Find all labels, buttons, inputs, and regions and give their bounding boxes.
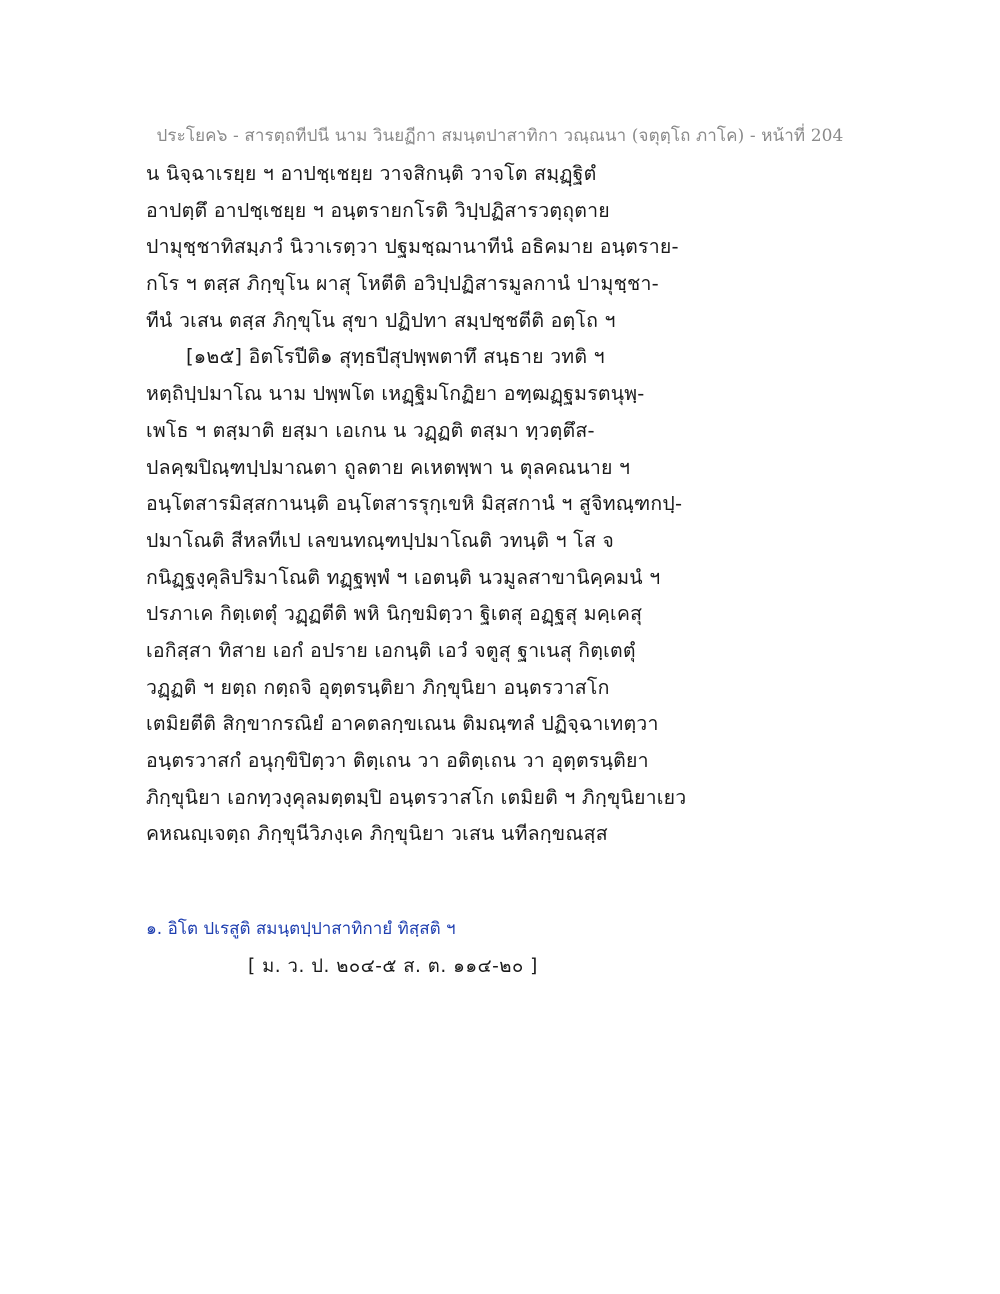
footnote: ๑. อิโต ปเรสูติ สมนฺตปฺปาสาทิกายํ ทิสฺสติ ฯ xyxy=(146,919,456,939)
text-line: กโร ฯ ตสฺส ภิกฺขุโน ผาสุ โหตีติ อวิปฺปฏิสารมูลกานํ ปามุชฺชา- xyxy=(146,272,659,296)
page-header: ประโยค๖ - สารตฺถทีปนี นาม วินยฏีกา สมนฺตปาสาทิกา วณฺณนา (จตุตฺโถ ภาโค) - หน้าที่ 204 xyxy=(156,126,844,146)
text-line: ปามุชฺชาทิสมฺภวํ นิวาเรตฺวา ปฐมชฺฌานาทีนํ อธิคมาย อนฺตราย- xyxy=(146,235,679,259)
text-line: ทีนํ วเสน ตสฺส ภิกฺขุโน สุขา ปฏิปทา สมฺปชฺชตีติ อตฺโถ ฯ xyxy=(146,308,616,332)
paragraph-start-line: [๑๒๕] อิตโรปีติ๑ สุทฺธปีสุปพฺพตาทึ สนฺธาย วทติ ฯ xyxy=(186,345,605,369)
text-line: ปรภาเค กิตฺเตตุํ วฏฺฏตีติ พหิ นิกฺขมิตฺวา ฐิเตสุ อฏฺฐสุ มคฺเคสุ xyxy=(146,602,643,626)
page-reference: [ ม. ว. ป. ๒๐๔-๕ ส. ต. ๑๑๔-๒๐ ] xyxy=(248,956,538,977)
text-line: เพโธ ฯ ตสฺมาติ ยสฺมา เอเกน น วฏฺฏติ ตสฺมา ทฺวตฺตึส- xyxy=(146,418,595,442)
text-line: คหณญฺเจตฺถ ภิกฺขุนีวิภงฺเค ภิกฺขุนิยา วเสน นทีลกฺขณสฺส xyxy=(146,822,608,846)
text-line: อนฺตรวาสกํ อนุกฺขิปิตฺวา ติตฺเถน วา อติตฺเถน วา อุตฺตรนฺติยา xyxy=(146,749,649,772)
text-line: ภิกฺขุนิยา เอกทฺวงฺคุลมตฺตมฺปิ อนฺตรวาสโก เตมิยติ ฯ ภิกฺขุนิยาเยว xyxy=(146,785,687,809)
body-text xyxy=(146,156,706,853)
text-line: เตมิยตีติ สิกฺขากรณิยํ อาคตลกฺขเณน ติมณฺฑลํ ปฏิจฺฉาเทตฺวา xyxy=(146,712,659,736)
text-line: วฏฺฏติ ฯ ยตฺถ กตฺถจิ อุตฺตรนฺติยา ภิกฺขุนิยา อนฺตรวาสโก xyxy=(146,675,610,699)
text-line: หตฺถิปฺปมาโณ นาม ปพฺพโต เหฏฺฐิมโกฏิยา อฑฺฒฏฺฐมรตนุพฺ- xyxy=(146,382,645,406)
text-line: อนฺโตสารมิสฺสกานนฺติ อนฺโตสารรุกฺเขหิ มิสฺสกานํ ฯ สูจิทณฺฑกปฺ- xyxy=(146,492,683,516)
text-line: กนิฏฺฐงฺคุลิปริมาโณติ ทฏฺฐพฺพํ ฯ เอตนฺติ นวมูลสาขานิคฺคมนํ ฯ xyxy=(146,565,661,589)
text-line: อาปตฺตึ อาปชฺเชยฺย ฯ อนฺตรายกโรติ วิปฺปฏิสารวตฺถุตาย xyxy=(146,198,610,222)
text-line: ปลคฺฆปิณฺฑปฺปมาณตา ถูลตาย คเหตพฺพา น ตุลคณนาย ฯ xyxy=(146,455,631,479)
text-line: น นิจฺฉาเรยฺย ฯ อาปชฺเชยฺย วาจสิกนฺติ วาจโต สมฺฏฺฐิตํ xyxy=(146,162,597,185)
text-line: ปมาโณติ สีหลทีเป เลขนทณฺฑปฺปมาโณติ วทนฺติ ฯ โส จ xyxy=(146,528,614,552)
text-line: เอกิสฺสา ทิสาย เอกํ อปราย เอกนฺติ เอวํ จตูสุ ฐาเนสุ กิตฺเตตุํ xyxy=(146,638,636,662)
